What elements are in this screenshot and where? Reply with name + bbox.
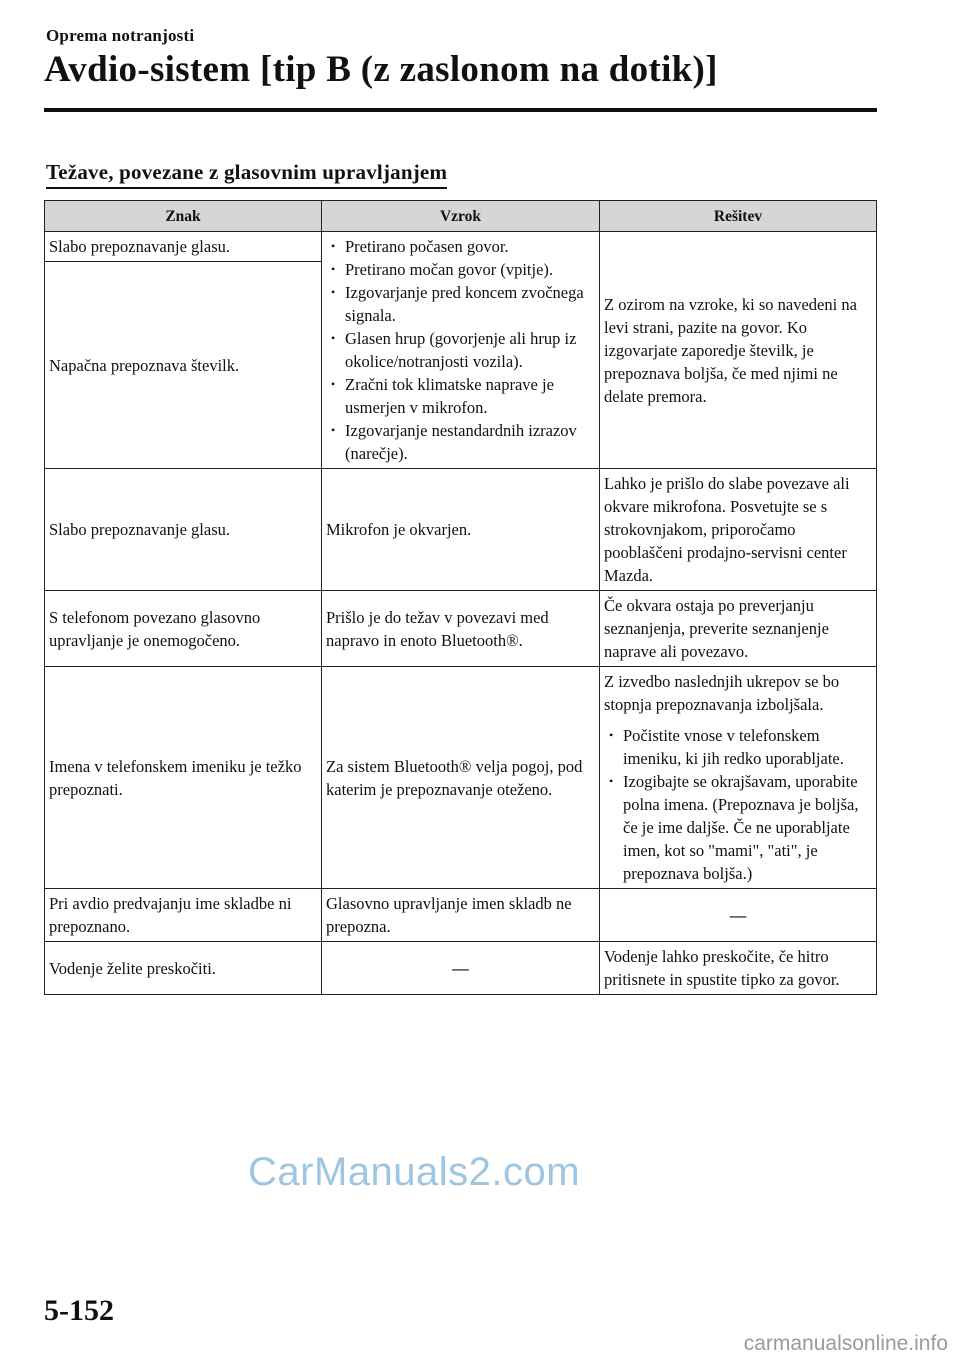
vzrok-cell: — <box>322 942 600 995</box>
vzrok-cell: Glasovno upravljanje imen skladb ne prepozna. <box>322 889 600 942</box>
list-item: • Glasen hrup (govorjenje ali hrup iz okolice/notranjosti vozila). <box>326 327 595 373</box>
table-header-row <box>45 201 877 232</box>
title-divider <box>44 108 877 112</box>
list-item: • Pretirano počasen govor. <box>326 235 595 258</box>
resitev-cell: Vodenje lahko preskočite, če hitro pritisnete in spustite tipko za govor. <box>600 942 877 995</box>
column-header-znak: Znak <box>45 201 322 232</box>
vzrok-cell: Prišlo je do težav v povezavi med napravo in enoto Bluetooth®. <box>322 591 600 667</box>
table-row <box>45 889 877 942</box>
znak-cell: Pri avdio predvajanju ime skladbe ni prepoznano. <box>45 889 322 942</box>
resitev-cell: — <box>600 889 877 942</box>
footer-watermark: carmanualsonline.info <box>743 1332 948 1355</box>
znak-cell: Vodenje želite preskočiti. <box>45 942 322 995</box>
page-number: 5-152 <box>44 1294 114 1327</box>
list-item: • Izgovarjanje pred koncem zvočnega signala. <box>326 281 595 327</box>
table-row <box>45 232 877 262</box>
table-row <box>45 667 877 889</box>
znak-cell: Slabo prepoznavanje glasu. <box>45 469 322 591</box>
list-item: • Pretirano močan govor (vpitje). <box>326 258 595 281</box>
watermark-logo: CarManuals2.com <box>248 1150 581 1194</box>
list-item: • Zračni tok klimatske naprave je usmerjen v mikrofon. <box>326 373 595 419</box>
table-row <box>45 591 877 667</box>
list-item: • Izogibajte se okrajšavam, uporabite polna imena. (Prepoznava je boljša, če je ime daljše. Če ne uporabljate imen, kot so "mami", "ati", je prepoznava boljša.) <box>604 770 872 885</box>
vzrok-cell: Za sistem Bluetooth® velja pogoj, pod katerim je prepoznavanje oteženo. <box>322 667 600 889</box>
list-item: • Počistite vnose v telefonskem imeniku, ki jih redko uporabljate. <box>604 724 872 770</box>
resitev-cell: Lahko je prišlo do slabe povezave ali okvare mikrofona. Posvetujte se s strokovnjakom, priporočamo pooblaščeni prodajno-servisni center Mazda. <box>600 469 877 591</box>
section-heading: Težave, povezane z glasovnim upravljanjem <box>46 160 447 189</box>
znak-cell: S telefonom povezano glasovno upravljanje je onemogočeno. <box>45 591 322 667</box>
table-row <box>45 942 877 995</box>
znak-cell: Slabo prepoznavanje glasu. <box>45 232 322 262</box>
vzrok-cell <box>322 232 600 469</box>
resitev-list <box>604 724 872 885</box>
resitev-cell: Če okvara ostaja po preverjanju seznanjenja, preverite seznanjenje naprave ali povezavo. <box>600 591 877 667</box>
page-title: Avdio-sistem [tip B (z zaslonom na dotik)] <box>44 49 718 90</box>
resitev-cell: Z ozirom na vzroke, ki so navedeni na levi strani, pazite na govor. Ko izgovarjate zaporedje številk, je prepoznava boljša, če med njimi ne delate premora. <box>600 232 877 469</box>
column-header-resitev: Rešitev <box>600 201 877 232</box>
znak-cell: Napačna prepoznava številk. <box>45 262 322 469</box>
resitev-intro: Z izvedbo naslednjih ukrepov se bo stopnja prepoznavanja izboljšala. <box>604 672 840 714</box>
vzrok-list <box>326 235 595 465</box>
table-row <box>45 469 877 591</box>
znak-cell: Imena v telefonskem imeniku je težko prepoznati. <box>45 667 322 889</box>
column-header-vzrok: Vzrok <box>322 201 600 232</box>
vzrok-cell: Mikrofon je okvarjen. <box>322 469 600 591</box>
troubleshooting-table <box>44 200 877 995</box>
list-item: • Izgovarjanje nestandardnih izrazov (narečje). <box>326 419 595 465</box>
section-label: Oprema notranjosti <box>46 26 195 45</box>
resitev-cell <box>600 667 877 889</box>
